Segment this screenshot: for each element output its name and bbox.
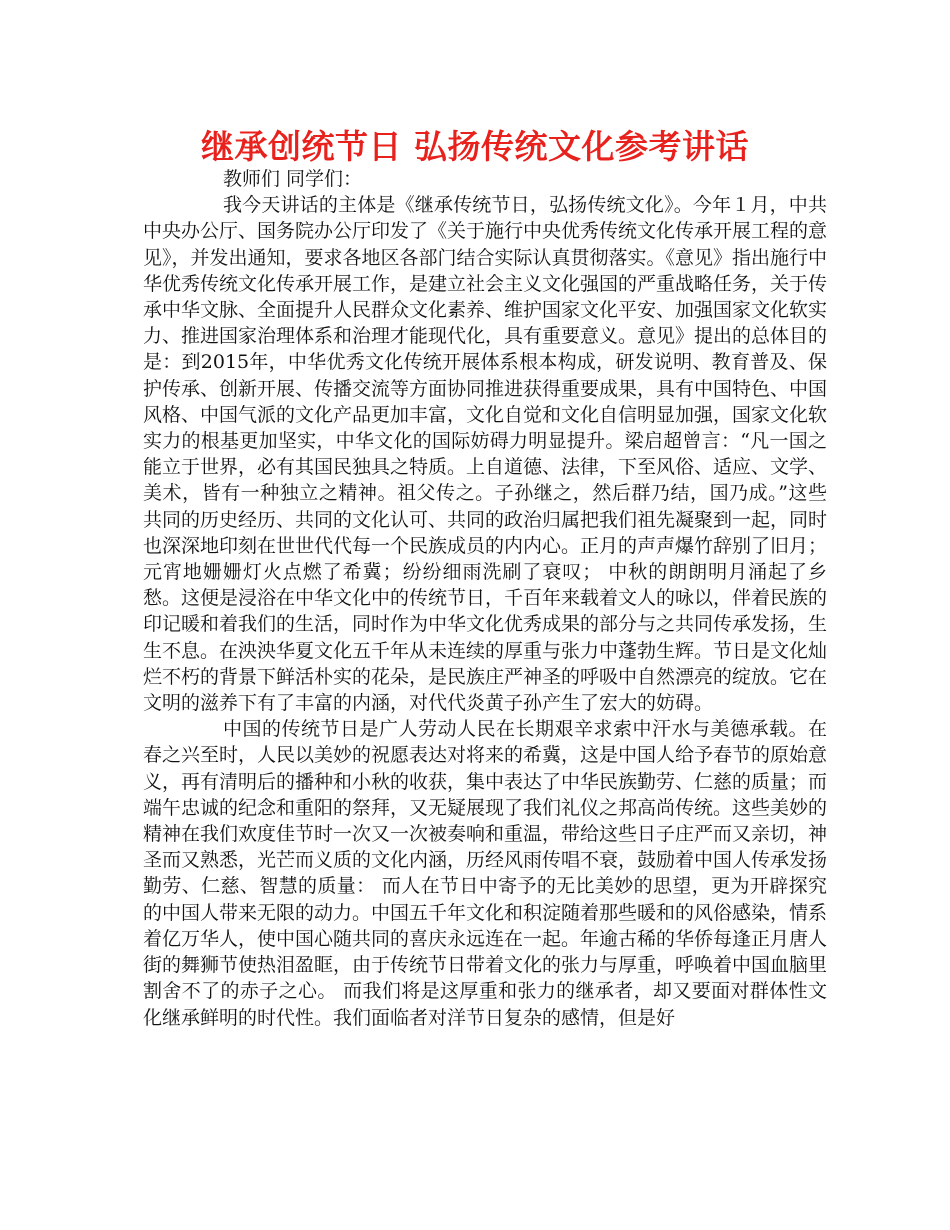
document-body <box>143 166 827 1031</box>
body-paragraph-2: 中国的传统节日是广人劳动人民在长期艰辛求索中汗水与美德承载。在春之兴至时，人民以美妙的祝愿表达对将来的希冀，这是中国人给予春节的原始意义，再有清明后的播种和小秋的收获，集中表达了中华民族勤劳、仁慈的质量；而端午忠诚的纪念和重阳的祭拜，又无疑展现了我们礼仪之邦高尚传统。这些美妙的精神在我们欢度佳节时一次又一次被奏响和重温，带给这些日子庄严而又亲切，神圣而又熟悉，光芒而义质的文化内涵，历经风雨传唱不衰，鼓励着中国人传承发扬勤劳、仁慈、智慧的质量： 而人在节日中寄予的无比美妙的思望，更为开辟探究的中国人带来无限的动力。中国五千年文化和积淀随着那些暖和的风俗感染，情系着亿万华人，使中国心随共同的喜庆永远连在一起。年逾古稀的华侨每逢正月唐人街的舞狮节使热泪盈眶，由于传统节日带着文化的张力与厚重，呼唤着中国血脑里割舍不了的赤子之心。 而我们将是这厚重和张力的继承者，却又要面对群体性文化继承鲜明的时代性。我们面临者对洋节日复杂的感情，但是好 <box>143 718 828 1029</box>
page-title: 继承创统节日 弘扬传统文化参考讲话 <box>201 127 749 166</box>
body-paragraph-1: 我今天讲话的主体是《继承传统节日，弘扬传统文化》。今年１月，中共中央办公厅、国务院办公厅印发了《关于施行中央优秀传统文化传承开展工程的意见》，并发出通知，要求各地区各部门结合实际认真贯彻落实。《意见》指出施行中华优秀传统文化传承开展工作，是建立社会主义文化强国的严重战略任务，关于传承中华文脉、全面提升人民群众文化素养、维护国家文化平安、加强国家文化软实力、推进国家治理体系和治理才能现代化，具有重要意义。意见》提出的总体目的是：到2015年，中华优秀文化传统开展体系根本构成，研发说明、教育普及、保护传承、创新开展、传播交流等方面协同推进获得重要成果，具有中国特色、中国风格、中国气派的文化产品更加丰富，文化自觉和文化自信明显加强，国家文化软实力的根基更加坚实，中华文化的国际妨碍力明显提升。梁启超曾言：“凡一国之能立于世界，必有其国民独具之特质。上自道德、法律，下至风俗、适应、文学、美术，皆有一种独立之精神。祖父传之。子孙继之，然后群乃结，国乃成。”这些共同的历史经历、共同的文化认可、共同的政治归属把我们祖先凝聚到一起，同时也深深地印刻在世世代代每一个民族成员的内内心。正月的声声爆竹辞别了旧月；元宵地姗姗灯火点燃了希冀；纷纷细雨洗刷了衰叹； 中秋的朗朗明月涌起了乡愁。这便是浸浴在中华文化中的传统节日，千百年来载着文人的咏以，伴着民族的印记暖和着我们的生活，同时作为中华文化优秀成果的部分与之共同传承发扬，生生不息。在泱泱华夏文化五千年从未连续的厚重与张力中蓬勃生辉。节日是文化灿烂不朽的背景下鲜活朴实的花朵，是民族庄严神圣的呼吸中自然漂亮的绽放。它在文明的滋养下有了丰富的内涵，对代代炎黄子孙产生了宏大的妨碍。 <box>143 194 828 715</box>
salutation: 教师们 同学们： <box>223 168 363 190</box>
